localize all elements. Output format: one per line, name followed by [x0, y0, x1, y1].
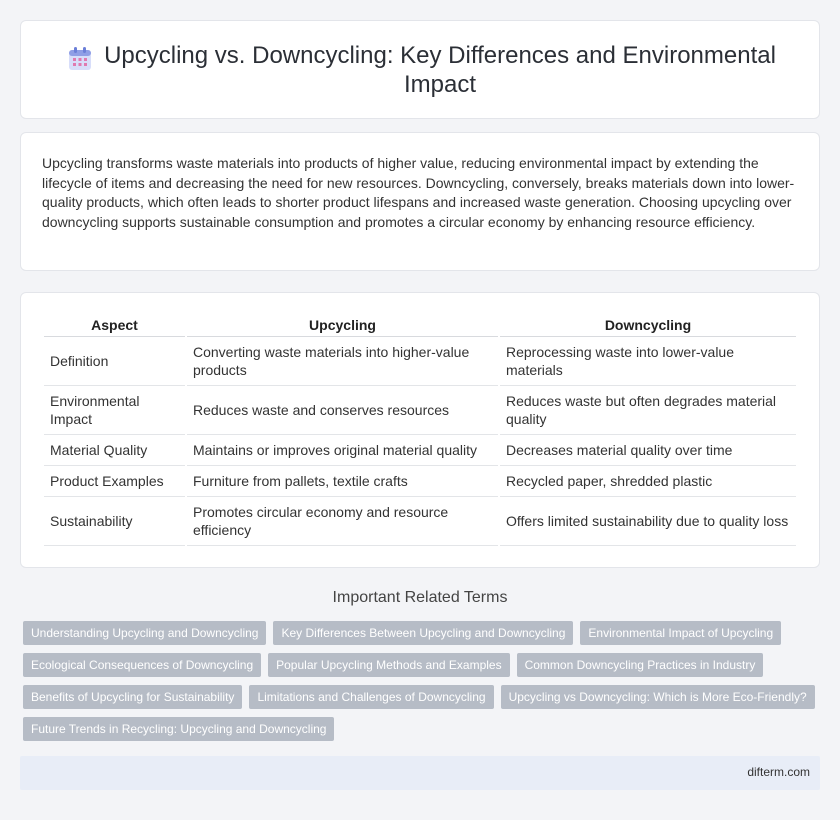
- intro-card: [20, 132, 820, 271]
- related-term-link[interactable]: Ecological Consequences of Downcycling: [23, 653, 261, 677]
- page-title: Upcycling vs. Downcycling: Key Differences and Environmental Impact: [104, 41, 776, 98]
- table-cell: Product Examples: [44, 466, 185, 497]
- footer: [20, 756, 820, 790]
- table-cell: Material Quality: [44, 435, 185, 466]
- intro-paragraph: Upcycling transforms waste materials into products of higher value, reducing environmental impact by extending the lifecycle of items and decreasing the need for new resources. Downcycling, conversely, breaks materials down into lower-quality products, which often leads to shorter product lifespans and increased waste generation. Choosing upcycling over downcycling supports sustainable consumption and promotes a circular economy by enhancing resource efficiency.: [42, 155, 795, 230]
- related-term-link[interactable]: Popular Upcycling Methods and Examples: [268, 653, 509, 677]
- table-header-row: [44, 315, 796, 337]
- header-aspect: Aspect: [44, 315, 185, 337]
- comparison-table-card: [20, 292, 820, 568]
- table-cell: Reprocessing waste into lower-value materials: [500, 337, 796, 386]
- table-cell: Offers limited sustainability due to quality loss: [500, 497, 796, 546]
- table-row: [44, 466, 796, 497]
- table-cell: Definition: [44, 337, 185, 386]
- table-cell: Environmental Impact: [44, 386, 185, 435]
- table-cell: Furniture from pallets, textile crafts: [187, 466, 498, 497]
- table-cell: Recycled paper, shredded plastic: [500, 466, 796, 497]
- related-terms-title: Important Related Terms: [332, 589, 508, 606]
- table-cell: Converting waste materials into higher-value products: [187, 337, 498, 386]
- related-term-link[interactable]: Key Differences Between Upcycling and Downcycling: [273, 621, 573, 645]
- table-cell: Reduces waste but often degrades material quality: [500, 386, 796, 435]
- table-cell: Sustainability: [44, 497, 185, 546]
- table-row: [44, 337, 796, 386]
- table-cell: Maintains or improves original material quality: [187, 435, 498, 466]
- table-cell: Reduces waste and conserves resources: [187, 386, 498, 435]
- comparison-table: [42, 315, 798, 546]
- related-term-link[interactable]: Upcycling vs Downcycling: Which is More Eco-Friendly?: [501, 685, 815, 709]
- table-row: [44, 435, 796, 466]
- table-cell: Decreases material quality over time: [500, 435, 796, 466]
- footer-site-name[interactable]: difterm.com: [747, 765, 810, 779]
- related-terms-list: [23, 621, 823, 741]
- related-term-link[interactable]: Understanding Upcycling and Downcycling: [23, 621, 266, 645]
- table-cell: Promotes circular economy and resource efficiency: [187, 497, 498, 546]
- header-upcycling: Upcycling: [187, 315, 498, 337]
- related-term-link[interactable]: Environmental Impact of Upcycling: [580, 621, 781, 645]
- table-row: [44, 497, 796, 546]
- table-row: [44, 386, 796, 435]
- header-card: [20, 20, 820, 119]
- related-term-link[interactable]: Common Downcycling Practices in Industry: [517, 653, 764, 677]
- related-term-link[interactable]: Limitations and Challenges of Downcycling: [249, 685, 493, 709]
- related-term-link[interactable]: Benefits of Upcycling for Sustainability: [23, 685, 242, 709]
- header-downcycling: Downcycling: [500, 315, 796, 337]
- related-term-link[interactable]: Future Trends in Recycling: Upcycling and Downcycling: [23, 717, 334, 741]
